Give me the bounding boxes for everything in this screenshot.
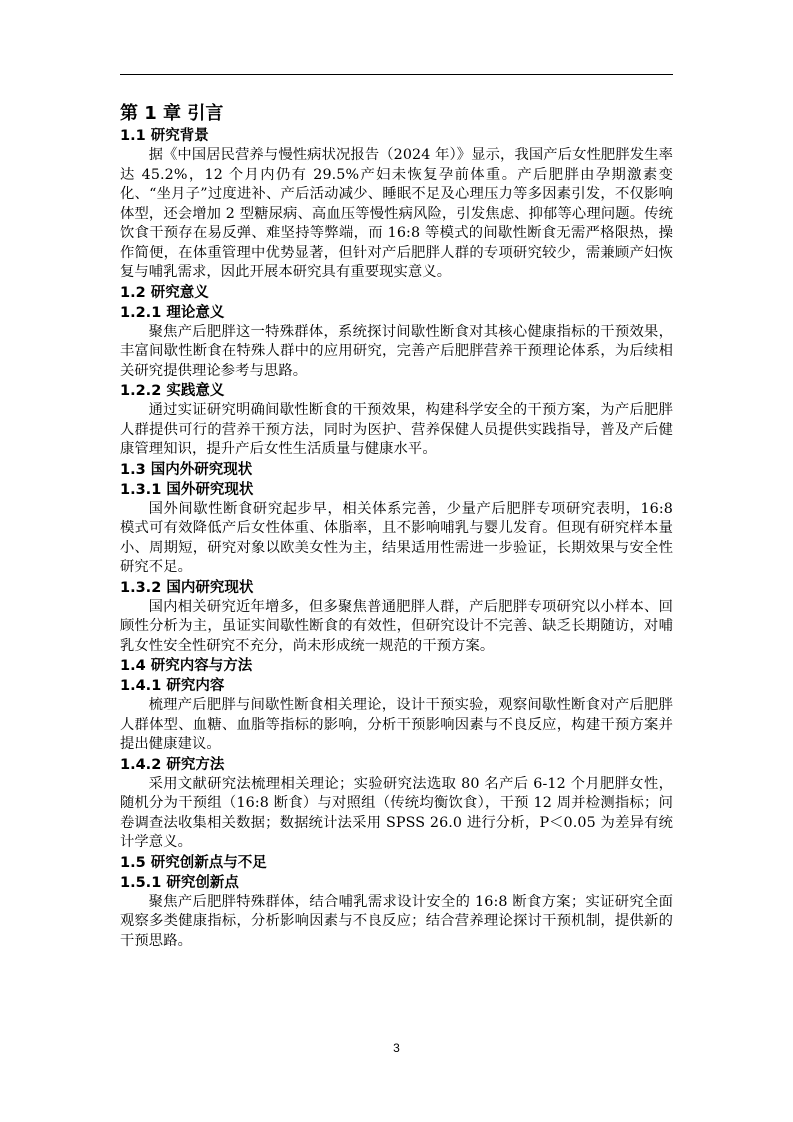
section-heading-1-3-1: 1.3.1 国外研究现状 [120, 481, 254, 498]
section-heading-1-4-1: 1.4.1 研究内容 [120, 678, 225, 694]
page-body [120, 102, 673, 951]
header-rule [120, 74, 673, 75]
section-heading-1-3-2: 1.3.2 国内研究现状 [120, 579, 254, 596]
section-heading-1-2: 1.2 研究意义 [120, 284, 209, 301]
paragraph-research-background: 据《中国居民营养与慢性病状况报告（2024 年）》显示，我国产后女性肥胖发生率达 45.2%，12 个月内仍有 29.5%产妇未恢复孕前体重。产后肥胖由孕期激素变化、“坐月子”过度进补、产后活动减少、睡眠不足及心理压力等多因素引发，不仅影响体型，还会增加 2 型糖尿病、高血压等慢性病风险，引发焦虑、抑郁等心理问题。传统饮食干预存在易反弹、难坚持等弊端，而 16:8 等模式的间歇性断食无需严格限热，操作简便，在体重管理中优势显著，但针对产后肥胖人群的专项研究较少，需兼顾产妇恢复与哺乳需求，因此开展本研究具有重要现实意义。 [120, 147, 673, 280]
section-heading-1-5-1: 1.5.1 研究创新点 [120, 874, 239, 891]
section-heading-1-4: 1.4 研究内容与方法 [120, 658, 253, 674]
section-heading-1-5: 1.5 研究创新点与不足 [120, 854, 267, 871]
section-heading-1-2-1: 1.2.1 理论意义 [120, 304, 225, 321]
paragraph-practical-significance: 通过实证研究明确间歇性断食的干预效果，构建科学安全的干预方案，为产后肥胖人群提供可行的营养干预方法，同时为医护、营养保健人员提供实践指导，普及产后健康管理知识，提升产后女性生活质量与健康水平。 [120, 402, 673, 457]
section-heading-1-2-2: 1.2.2 实践意义 [120, 383, 225, 399]
paragraph-theoretical-significance: 聚焦产后肥胖这一特殊群体，系统探讨间歇性断食对其核心健康指标的干预效果，丰富间歇性断食在特殊人群中的应用研究，完善产后肥胖营养干预理论体系，为后续相关研究提供理论参考与思路。 [120, 323, 673, 379]
section-heading-1-3: 1.3 国内外研究现状 [120, 461, 253, 478]
paragraph-innovations: 聚焦产后肥胖特殊群体，结合哺乳需求设计安全的 16:8 断食方案；实证研究全面观察多类健康指标，分析影响因素与不良反应；结合营养理论探讨干预机制，提供新的干预思路。 [120, 893, 673, 949]
paragraph-research-methods: 采用文献研究法梳理相关理论；实验研究法选取 80 名产后 6-12 个月肥胖女性，随机分为干预组（16:8 断食）与对照组（传统均衡饮食），干预 12 周并检测指标；问卷调查法收集相关数据；数据统计法采用 SPSS 26.0 进行分析，P＜0.05 为差异有统计学意义。 [120, 775, 673, 850]
paragraph-research-content: 梳理产后肥胖与间歇性断食相关理论，设计干预实验，观察间歇性断食对产后肥胖人群体型、血糖、血脂等指标的影响，分析干预影响因素与不良反应，构建干预方案并提出健康建议。 [120, 697, 673, 752]
chapter-title: 第 1 章 引言 [120, 103, 224, 124]
paragraph-foreign-research: 国外间歇性断食研究起步早，相关体系完善，少量产后肥胖专项研究表明，16:8 模式可有效降低产后女性体重、体脂率，且不影响哺乳与婴儿发育。但现有研究样本量小、周期短，研究对象以欧美女性为主，结果适用性需进一步验证，长期效果与安全性研究不足。 [120, 500, 673, 575]
section-heading-1-4-2: 1.4.2 研究方法 [120, 756, 225, 773]
section-heading-1-1: 1.1 研究背景 [120, 128, 209, 144]
page-number: 3 [393, 1041, 400, 1055]
paragraph-domestic-research: 国内相关研究近年增多，但多聚焦普通肥胖人群，产后肥胖专项研究以小样本、回顾性分析为主，虽证实间歇性断食的有效性，但研究设计不完善、缺乏长期随访，对哺乳女性安全性研究不充分，尚未形成统一规范的干预方案。 [120, 598, 673, 654]
